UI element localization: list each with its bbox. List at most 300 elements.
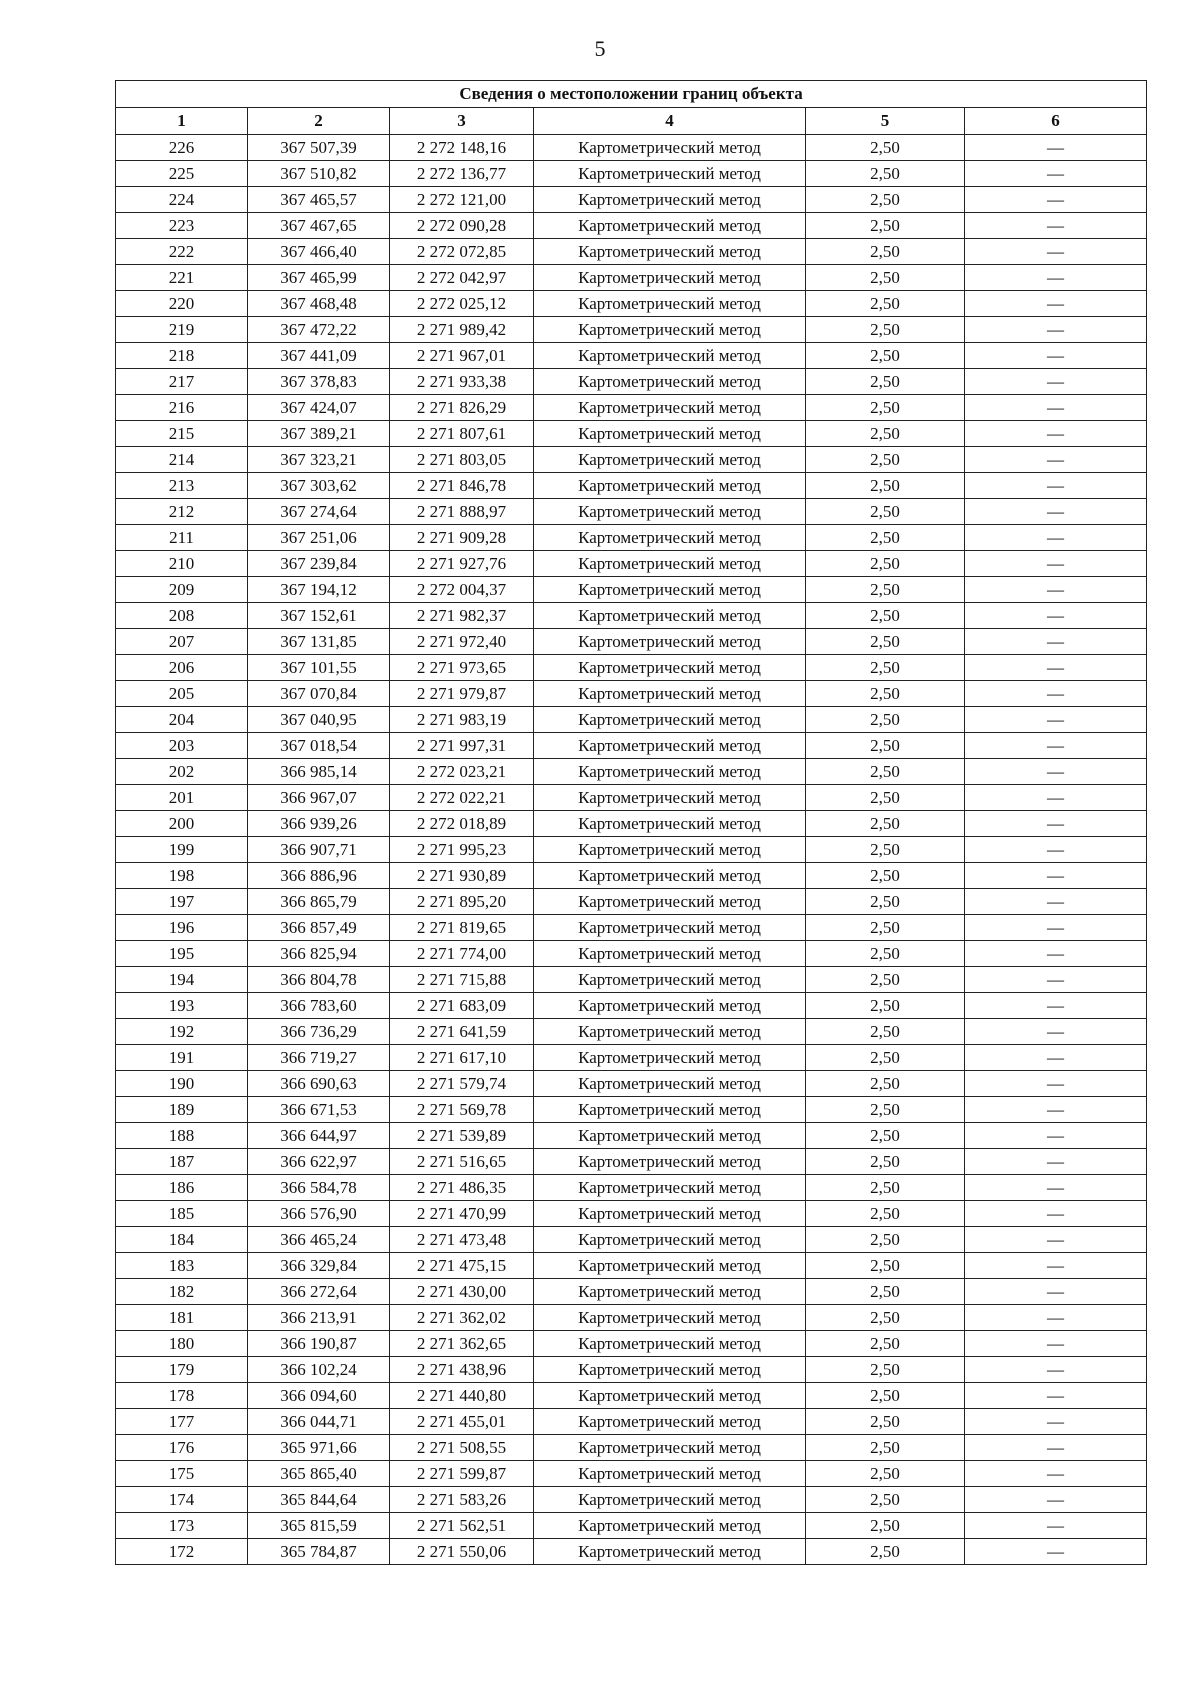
table-row — [116, 135, 1147, 161]
y-coordinate-cell: 2 271 826,29 — [390, 395, 534, 421]
point-number-cell: 226 — [116, 135, 248, 161]
column-header: 1 — [116, 108, 248, 135]
point-number-cell: 195 — [116, 941, 248, 967]
y-coordinate-cell: 2 272 018,89 — [390, 811, 534, 837]
point-number-cell: 192 — [116, 1019, 248, 1045]
accuracy-cell: 2,50 — [806, 1175, 965, 1201]
y-coordinate-cell: 2 272 072,85 — [390, 239, 534, 265]
method-cell: Картометрический метод — [534, 1513, 806, 1539]
point-number-cell: 196 — [116, 915, 248, 941]
table-row — [116, 759, 1147, 785]
x-coordinate-cell: 366 719,27 — [248, 1045, 390, 1071]
accuracy-cell: 2,50 — [806, 369, 965, 395]
accuracy-cell: 2,50 — [806, 291, 965, 317]
note-cell: — — [965, 1253, 1147, 1279]
y-coordinate-cell: 2 271 617,10 — [390, 1045, 534, 1071]
point-number-cell: 213 — [116, 473, 248, 499]
method-cell: Картометрический метод — [534, 811, 806, 837]
table-row — [116, 161, 1147, 187]
accuracy-cell: 2,50 — [806, 603, 965, 629]
accuracy-cell: 2,50 — [806, 681, 965, 707]
note-cell: — — [965, 889, 1147, 915]
table-row — [116, 1279, 1147, 1305]
y-coordinate-cell: 2 271 473,48 — [390, 1227, 534, 1253]
note-cell: — — [965, 1175, 1147, 1201]
y-coordinate-cell: 2 271 579,74 — [390, 1071, 534, 1097]
x-coordinate-cell: 366 044,71 — [248, 1409, 390, 1435]
note-cell: — — [965, 1149, 1147, 1175]
method-cell: Картометрический метод — [534, 1383, 806, 1409]
accuracy-cell: 2,50 — [806, 707, 965, 733]
point-number-cell: 221 — [116, 265, 248, 291]
x-coordinate-cell: 367 378,83 — [248, 369, 390, 395]
table-row — [116, 1045, 1147, 1071]
column-header: 4 — [534, 108, 806, 135]
x-coordinate-cell: 367 274,64 — [248, 499, 390, 525]
method-cell: Картометрический метод — [534, 1357, 806, 1383]
method-cell: Картометрический метод — [534, 395, 806, 421]
accuracy-cell: 2,50 — [806, 239, 965, 265]
x-coordinate-cell: 366 985,14 — [248, 759, 390, 785]
x-coordinate-cell: 366 671,53 — [248, 1097, 390, 1123]
point-number-cell: 200 — [116, 811, 248, 837]
note-cell: — — [965, 577, 1147, 603]
y-coordinate-cell: 2 271 973,65 — [390, 655, 534, 681]
x-coordinate-cell: 366 967,07 — [248, 785, 390, 811]
accuracy-cell: 2,50 — [806, 343, 965, 369]
table-row — [116, 941, 1147, 967]
note-cell: — — [965, 1279, 1147, 1305]
point-number-cell: 215 — [116, 421, 248, 447]
y-coordinate-cell: 2 271 895,20 — [390, 889, 534, 915]
accuracy-cell: 2,50 — [806, 395, 965, 421]
x-coordinate-cell: 366 329,84 — [248, 1253, 390, 1279]
accuracy-cell: 2,50 — [806, 837, 965, 863]
accuracy-cell: 2,50 — [806, 759, 965, 785]
method-cell: Картометрический метод — [534, 629, 806, 655]
point-number-cell: 174 — [116, 1487, 248, 1513]
method-cell: Картометрический метод — [534, 707, 806, 733]
x-coordinate-cell: 366 939,26 — [248, 811, 390, 837]
point-number-cell: 208 — [116, 603, 248, 629]
y-coordinate-cell: 2 272 148,16 — [390, 135, 534, 161]
point-number-cell: 184 — [116, 1227, 248, 1253]
table-row — [116, 265, 1147, 291]
table-row — [116, 603, 1147, 629]
accuracy-cell: 2,50 — [806, 1357, 965, 1383]
x-coordinate-cell: 367 510,82 — [248, 161, 390, 187]
note-cell: — — [965, 993, 1147, 1019]
y-coordinate-cell: 2 271 430,00 — [390, 1279, 534, 1305]
method-cell: Картометрический метод — [534, 551, 806, 577]
point-number-cell: 220 — [116, 291, 248, 317]
accuracy-cell: 2,50 — [806, 1461, 965, 1487]
note-cell: — — [965, 681, 1147, 707]
y-coordinate-cell: 2 271 486,35 — [390, 1175, 534, 1201]
table-row — [116, 967, 1147, 993]
note-cell: — — [965, 187, 1147, 213]
x-coordinate-cell: 365 865,40 — [248, 1461, 390, 1487]
x-coordinate-cell: 366 584,78 — [248, 1175, 390, 1201]
table-row — [116, 525, 1147, 551]
note-cell: — — [965, 343, 1147, 369]
accuracy-cell: 2,50 — [806, 1227, 965, 1253]
point-number-cell: 203 — [116, 733, 248, 759]
point-number-cell: 212 — [116, 499, 248, 525]
table-row — [116, 499, 1147, 525]
note-cell: — — [965, 473, 1147, 499]
y-coordinate-cell: 2 271 470,99 — [390, 1201, 534, 1227]
x-coordinate-cell: 367 251,06 — [248, 525, 390, 551]
x-coordinate-cell: 366 644,97 — [248, 1123, 390, 1149]
accuracy-cell: 2,50 — [806, 629, 965, 655]
y-coordinate-cell: 2 272 004,37 — [390, 577, 534, 603]
method-cell: Картометрический метод — [534, 863, 806, 889]
method-cell: Картометрический метод — [534, 785, 806, 811]
table-row — [116, 1175, 1147, 1201]
method-cell: Картометрический метод — [534, 1175, 806, 1201]
method-cell: Картометрический метод — [534, 915, 806, 941]
column-number-row — [116, 108, 1147, 135]
column-header: 6 — [965, 108, 1147, 135]
method-cell: Картометрический метод — [534, 1435, 806, 1461]
note-cell: — — [965, 525, 1147, 551]
method-cell: Картометрический метод — [534, 1409, 806, 1435]
note-cell: — — [965, 1045, 1147, 1071]
table-row — [116, 915, 1147, 941]
x-coordinate-cell: 365 815,59 — [248, 1513, 390, 1539]
table-row — [116, 655, 1147, 681]
table-row — [116, 369, 1147, 395]
accuracy-cell: 2,50 — [806, 941, 965, 967]
table-row — [116, 707, 1147, 733]
table-row — [116, 213, 1147, 239]
point-number-cell: 216 — [116, 395, 248, 421]
method-cell: Картометрический метод — [534, 525, 806, 551]
point-number-cell: 191 — [116, 1045, 248, 1071]
point-number-cell: 186 — [116, 1175, 248, 1201]
accuracy-cell: 2,50 — [806, 1539, 965, 1565]
method-cell: Картометрический метод — [534, 681, 806, 707]
table-row — [116, 681, 1147, 707]
x-coordinate-cell: 367 323,21 — [248, 447, 390, 473]
method-cell: Картометрический метод — [534, 733, 806, 759]
note-cell: — — [965, 1409, 1147, 1435]
x-coordinate-cell: 366 865,79 — [248, 889, 390, 915]
table-row — [116, 1435, 1147, 1461]
method-cell: Картометрический метод — [534, 187, 806, 213]
method-cell: Картометрический метод — [534, 1461, 806, 1487]
x-coordinate-cell: 365 784,87 — [248, 1539, 390, 1565]
y-coordinate-cell: 2 271 927,76 — [390, 551, 534, 577]
method-cell: Картометрический метод — [534, 1253, 806, 1279]
table-row — [116, 1331, 1147, 1357]
y-coordinate-cell: 2 272 090,28 — [390, 213, 534, 239]
point-number-cell: 190 — [116, 1071, 248, 1097]
x-coordinate-cell: 366 857,49 — [248, 915, 390, 941]
note-cell: — — [965, 161, 1147, 187]
table-row — [116, 1019, 1147, 1045]
y-coordinate-cell: 2 271 807,61 — [390, 421, 534, 447]
y-coordinate-cell: 2 271 362,65 — [390, 1331, 534, 1357]
accuracy-cell: 2,50 — [806, 1045, 965, 1071]
accuracy-cell: 2,50 — [806, 785, 965, 811]
accuracy-cell: 2,50 — [806, 265, 965, 291]
note-cell: — — [965, 629, 1147, 655]
point-number-cell: 193 — [116, 993, 248, 1019]
accuracy-cell: 2,50 — [806, 733, 965, 759]
method-cell: Картометрический метод — [534, 499, 806, 525]
x-coordinate-cell: 367 018,54 — [248, 733, 390, 759]
x-coordinate-cell: 367 507,39 — [248, 135, 390, 161]
x-coordinate-cell: 366 886,96 — [248, 863, 390, 889]
point-number-cell: 210 — [116, 551, 248, 577]
table-row — [116, 343, 1147, 369]
accuracy-cell: 2,50 — [806, 473, 965, 499]
table-row — [116, 1487, 1147, 1513]
y-coordinate-cell: 2 271 641,59 — [390, 1019, 534, 1045]
table-row — [116, 889, 1147, 915]
method-cell: Картометрический метод — [534, 1201, 806, 1227]
point-number-cell: 202 — [116, 759, 248, 785]
accuracy-cell: 2,50 — [806, 1149, 965, 1175]
table-body — [116, 135, 1147, 1565]
point-number-cell: 183 — [116, 1253, 248, 1279]
point-number-cell: 176 — [116, 1435, 248, 1461]
x-coordinate-cell: 367 467,65 — [248, 213, 390, 239]
accuracy-cell: 2,50 — [806, 1513, 965, 1539]
method-cell: Картометрический метод — [534, 967, 806, 993]
x-coordinate-cell: 366 094,60 — [248, 1383, 390, 1409]
x-coordinate-cell: 366 272,64 — [248, 1279, 390, 1305]
note-cell: — — [965, 1513, 1147, 1539]
note-cell: — — [965, 239, 1147, 265]
x-coordinate-cell: 366 825,94 — [248, 941, 390, 967]
x-coordinate-cell: 367 465,99 — [248, 265, 390, 291]
note-cell: — — [965, 1331, 1147, 1357]
accuracy-cell: 2,50 — [806, 993, 965, 1019]
y-coordinate-cell: 2 271 989,42 — [390, 317, 534, 343]
point-number-cell: 194 — [116, 967, 248, 993]
note-cell: — — [965, 265, 1147, 291]
point-number-cell: 197 — [116, 889, 248, 915]
table-row — [116, 863, 1147, 889]
method-cell: Картометрический метод — [534, 941, 806, 967]
method-cell: Картометрический метод — [534, 655, 806, 681]
note-cell: — — [965, 1461, 1147, 1487]
method-cell: Картометрический метод — [534, 135, 806, 161]
point-number-cell: 214 — [116, 447, 248, 473]
y-coordinate-cell: 2 271 909,28 — [390, 525, 534, 551]
point-number-cell: 180 — [116, 1331, 248, 1357]
point-number-cell: 209 — [116, 577, 248, 603]
accuracy-cell: 2,50 — [806, 1279, 965, 1305]
table-row — [116, 811, 1147, 837]
x-coordinate-cell: 366 804,78 — [248, 967, 390, 993]
point-number-cell: 204 — [116, 707, 248, 733]
y-coordinate-cell: 2 271 819,65 — [390, 915, 534, 941]
method-cell: Картометрический метод — [534, 473, 806, 499]
accuracy-cell: 2,50 — [806, 811, 965, 837]
point-number-cell: 207 — [116, 629, 248, 655]
y-coordinate-cell: 2 272 022,21 — [390, 785, 534, 811]
table-row — [116, 1539, 1147, 1565]
x-coordinate-cell: 366 190,87 — [248, 1331, 390, 1357]
x-coordinate-cell: 367 194,12 — [248, 577, 390, 603]
note-cell: — — [965, 707, 1147, 733]
method-cell: Картометрический метод — [534, 1019, 806, 1045]
point-number-cell: 225 — [116, 161, 248, 187]
x-coordinate-cell: 367 424,07 — [248, 395, 390, 421]
y-coordinate-cell: 2 271 562,51 — [390, 1513, 534, 1539]
x-coordinate-cell: 366 622,97 — [248, 1149, 390, 1175]
y-coordinate-cell: 2 271 846,78 — [390, 473, 534, 499]
x-coordinate-cell: 367 040,95 — [248, 707, 390, 733]
note-cell: — — [965, 1305, 1147, 1331]
y-coordinate-cell: 2 271 440,80 — [390, 1383, 534, 1409]
point-number-cell: 187 — [116, 1149, 248, 1175]
y-coordinate-cell: 2 271 979,87 — [390, 681, 534, 707]
x-coordinate-cell: 366 213,91 — [248, 1305, 390, 1331]
accuracy-cell: 2,50 — [806, 967, 965, 993]
y-coordinate-cell: 2 271 715,88 — [390, 967, 534, 993]
x-coordinate-cell: 367 131,85 — [248, 629, 390, 655]
note-cell: — — [965, 1019, 1147, 1045]
x-coordinate-cell: 365 844,64 — [248, 1487, 390, 1513]
note-cell: — — [965, 603, 1147, 629]
method-cell: Картометрический метод — [534, 889, 806, 915]
y-coordinate-cell: 2 271 967,01 — [390, 343, 534, 369]
point-number-cell: 177 — [116, 1409, 248, 1435]
note-cell: — — [965, 1227, 1147, 1253]
point-number-cell: 188 — [116, 1123, 248, 1149]
method-cell: Картометрический метод — [534, 1227, 806, 1253]
y-coordinate-cell: 2 271 982,37 — [390, 603, 534, 629]
note-cell: — — [965, 1487, 1147, 1513]
method-cell: Картометрический метод — [534, 1045, 806, 1071]
note-cell: — — [965, 395, 1147, 421]
accuracy-cell: 2,50 — [806, 1383, 965, 1409]
table-row — [116, 395, 1147, 421]
method-cell: Картометрический метод — [534, 1279, 806, 1305]
table-row — [116, 629, 1147, 655]
x-coordinate-cell: 367 468,48 — [248, 291, 390, 317]
note-cell: — — [965, 733, 1147, 759]
method-cell: Картометрический метод — [534, 577, 806, 603]
accuracy-cell: 2,50 — [806, 1409, 965, 1435]
note-cell: — — [965, 837, 1147, 863]
accuracy-cell: 2,50 — [806, 317, 965, 343]
y-coordinate-cell: 2 271 997,31 — [390, 733, 534, 759]
x-coordinate-cell: 367 239,84 — [248, 551, 390, 577]
method-cell: Картометрический метод — [534, 1331, 806, 1357]
table-row — [116, 239, 1147, 265]
y-coordinate-cell: 2 272 023,21 — [390, 759, 534, 785]
method-cell: Картометрический метод — [534, 421, 806, 447]
y-coordinate-cell: 2 271 362,02 — [390, 1305, 534, 1331]
note-cell: — — [965, 1071, 1147, 1097]
table-row — [116, 187, 1147, 213]
accuracy-cell: 2,50 — [806, 551, 965, 577]
accuracy-cell: 2,50 — [806, 1305, 965, 1331]
method-cell: Картометрический метод — [534, 265, 806, 291]
table-row — [116, 577, 1147, 603]
point-number-cell: 185 — [116, 1201, 248, 1227]
y-coordinate-cell: 2 271 995,23 — [390, 837, 534, 863]
note-cell: — — [965, 213, 1147, 239]
accuracy-cell: 2,50 — [806, 1019, 965, 1045]
note-cell: — — [965, 941, 1147, 967]
table-row — [116, 1409, 1147, 1435]
point-number-cell: 205 — [116, 681, 248, 707]
table-row — [116, 473, 1147, 499]
table-row — [116, 1097, 1147, 1123]
x-coordinate-cell: 367 466,40 — [248, 239, 390, 265]
point-number-cell: 198 — [116, 863, 248, 889]
note-cell: — — [965, 135, 1147, 161]
note-cell: — — [965, 317, 1147, 343]
x-coordinate-cell: 367 389,21 — [248, 421, 390, 447]
accuracy-cell: 2,50 — [806, 213, 965, 239]
accuracy-cell: 2,50 — [806, 1435, 965, 1461]
accuracy-cell: 2,50 — [806, 655, 965, 681]
accuracy-cell: 2,50 — [806, 915, 965, 941]
note-cell: — — [965, 499, 1147, 525]
accuracy-cell: 2,50 — [806, 421, 965, 447]
table-row — [116, 1227, 1147, 1253]
x-coordinate-cell: 366 465,24 — [248, 1227, 390, 1253]
x-coordinate-cell: 367 472,22 — [248, 317, 390, 343]
y-coordinate-cell: 2 271 550,06 — [390, 1539, 534, 1565]
note-cell: — — [965, 915, 1147, 941]
x-coordinate-cell: 367 441,09 — [248, 343, 390, 369]
table-row — [116, 1383, 1147, 1409]
column-header: 5 — [806, 108, 965, 135]
column-header: 3 — [390, 108, 534, 135]
method-cell: Картометрический метод — [534, 1305, 806, 1331]
x-coordinate-cell: 367 152,61 — [248, 603, 390, 629]
accuracy-cell: 2,50 — [806, 135, 965, 161]
table-row — [116, 1201, 1147, 1227]
accuracy-cell: 2,50 — [806, 1253, 965, 1279]
note-cell: — — [965, 863, 1147, 889]
table-row — [116, 421, 1147, 447]
y-coordinate-cell: 2 271 475,15 — [390, 1253, 534, 1279]
note-cell: — — [965, 1539, 1147, 1565]
method-cell: Картометрический метод — [534, 1149, 806, 1175]
method-cell: Картометрический метод — [534, 369, 806, 395]
x-coordinate-cell: 366 102,24 — [248, 1357, 390, 1383]
note-cell: — — [965, 447, 1147, 473]
accuracy-cell: 2,50 — [806, 1331, 965, 1357]
table-row — [116, 551, 1147, 577]
table-row — [116, 1123, 1147, 1149]
note-cell: — — [965, 291, 1147, 317]
point-number-cell: 217 — [116, 369, 248, 395]
note-cell: — — [965, 1097, 1147, 1123]
note-cell: — — [965, 1435, 1147, 1461]
note-cell: — — [965, 967, 1147, 993]
y-coordinate-cell: 2 271 516,65 — [390, 1149, 534, 1175]
table-row — [116, 785, 1147, 811]
note-cell: — — [965, 759, 1147, 785]
table-row — [116, 447, 1147, 473]
method-cell: Картометрический метод — [534, 291, 806, 317]
point-number-cell: 199 — [116, 837, 248, 863]
point-number-cell: 222 — [116, 239, 248, 265]
point-number-cell: 173 — [116, 1513, 248, 1539]
note-cell: — — [965, 421, 1147, 447]
